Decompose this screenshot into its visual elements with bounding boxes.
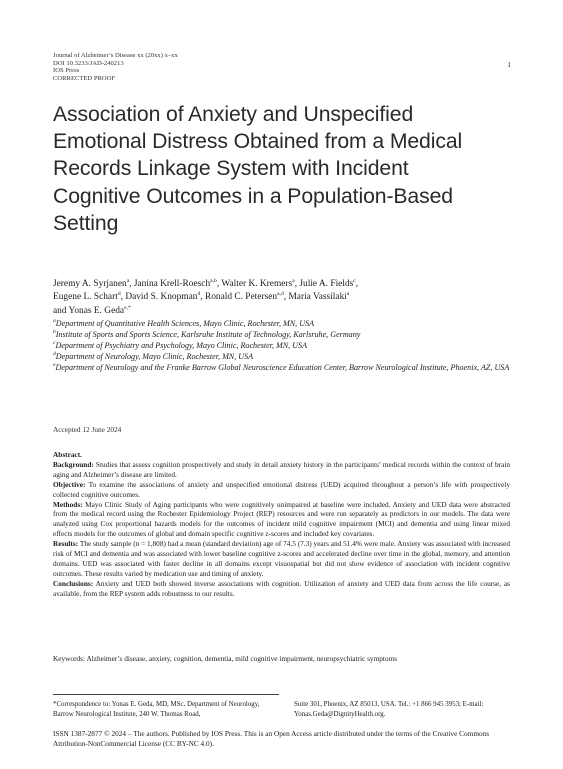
abstract — [53, 450, 510, 599]
abstract-background: Background: Studies that assess cognition prospectively and study in detail anxiety history in the participants’ medical records within the context of brain aging and Alzheimer’s disease are limited. — [53, 459, 510, 479]
doi: DOI 10.3233/JAD-240213 — [53, 59, 124, 67]
abstract-objective: Objective: To examine the associations of anxiety and unspecified emotional distress (UED) acquired throughout a person’s life with prospectively collected cognitive outcomes. — [53, 479, 510, 499]
abstract-heading: Abstract. — [53, 450, 82, 459]
journal-header — [53, 52, 178, 82]
affiliation: $^c$Department of Psychiatry and Psychology, Mayo Clinic, Rochester, MN, USA — [53, 339, 308, 350]
footnote-rule — [53, 694, 279, 695]
proof-status: CORRECTED PROOF — [53, 74, 116, 82]
author-list — [53, 278, 513, 318]
accepted-date: Accepted 12 June 2024 — [53, 425, 122, 434]
author: Maria Vassilaki$^a$ — [288, 291, 350, 303]
article-title: Association of Anxiety and Unspecified Emotional Distress Obtained from a Medical Records Linkage System with Incident Cognitive Outcomes in a Population-Based Setting — [53, 103, 463, 235]
abstract-results: Results: The study sample (n = 1,808) had a mean (standard deviation) age of 74.5 (7.3) years and 51.4% were male. Anxiety was associated with increased risk of MCI and dementia and was associated with lower baseline cognitive z-scores and accelerated decline over time in the global, memory, and attention domains. UED was associated with faster decline in all domains except visuospatial but did not show evidence of association with incident cognitive outcomes. These results varied by medication use and timing of anxiety. — [53, 539, 510, 578]
correspondence-footnote: *Correspondence to: Yonas E. Geda, MD, MSc, Department of Neurology, Barrow Neurological Institute, 240 W. Thomas Road, — [53, 701, 260, 718]
affiliation: $^e$Department of Neurology and the Franke Barrow Global Neuroscience Education Center, Barrow Neurological Institute, Phoenix, AZ, USA — [53, 361, 510, 372]
author: Walter K. Kremers$^a$, — [221, 278, 300, 289]
author: Jeremy A. Syrjanen$^a$, — [53, 278, 134, 289]
keywords: Keywords: Alzheimer’s disease, anxiety, cognition, dementia, mild cognitive impairment, neuropsychiatric symptoms — [53, 654, 398, 663]
author: David S. Knopman$^d$, — [125, 291, 205, 303]
affiliation: $^d$Department of Neurology, Mayo Clinic, Rochester, MN, USA — [53, 350, 254, 361]
correspondence-footnote-contact: Suite 301, Phoenix, AZ 85013, USA. Tel.: +1 866 945 3953; E-mail: Yonas.Geda@DignityHealth.org. — [294, 701, 484, 718]
author: Eugene L. Schart$^d$, — [53, 291, 126, 303]
page-number: 1 — [507, 60, 511, 69]
author: Julie A. Fields$^c$, — [299, 278, 359, 289]
author: and Yonas E. Geda$^{e,*}$ — [53, 304, 131, 316]
abstract-methods: Methods: Mayo Clinic Study of Aging participants who were cognitively unimpaired at baseline were included. Anxiety and UED data were abstracted from the medical record using the Rochester Epidemiology Project (REP) resources and were run separately as predictors in our models. The data were analyzed using Cox proportional hazards models for the outcomes of incident mild cognitive impairment (MCI) and dementia and using linear mixed effects models for the outcomes of global and domain specific cognitive z-scores and included key covariates. — [53, 499, 511, 539]
affiliation: $^a$Department of Quantitative Health Sciences, Mayo Clinic, Rochester, MN, USA — [53, 318, 315, 328]
affiliation: $^b$Institute of Sports and Sports Science, Karlsruhe Institute of Technology, Karlsruhe, Germany — [53, 328, 361, 339]
author: Ronald C. Petersen$^{a,d}$, — [204, 291, 289, 303]
journal-name: Journal of Alzheimer’s Disease xx (20xx) x–xx — [53, 52, 178, 59]
license-statement: ISSN 1387-2877 © 2024 – The authors. Published by IOS Press. This is an Open Access article distributed under the terms of the Creative Commons Attribution-NonCommercial License (CC BY-NC 4.0). — [53, 729, 490, 748]
affiliation-list — [53, 319, 515, 374]
author: Janina Krell-Roesch$^{a,b}$, — [133, 278, 222, 289]
publisher: IOS Press — [53, 67, 80, 75]
abstract-conclusions: Conclusions: Anxiety and UED both showed inverse associations with cognition. Utilization of anxiety and UED data from across the life course, as available, from the REP system adds robustness to our results. — [53, 578, 511, 598]
